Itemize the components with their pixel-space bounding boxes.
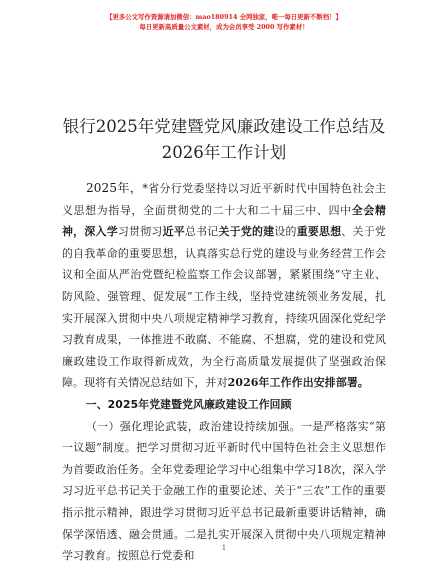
intro-text-g: 设的	[274, 225, 297, 239]
paragraph-intro	[62, 178, 386, 394]
paragraph-section-1-1: （一）强化理论武装，政治建设持续加强。一是严格落实“第一议题”制度。把学习贯彻习近平新时代中国特色社会主义思想作为首要政治任务。全年党委理论学习中心组集中学习18次，深入学习习近平总书记关于金融工作的重要论述、关于“三农”工作的重要指示批示精神，跟进学习贯彻习近平总书记最新重要讲话精神，确保学深悟透、融会贯通。二是扎实开展深入贯彻中央八项规定精神学习教育。按照总行党委和	[62, 419, 386, 563]
intro-text-d: 近平	[162, 225, 185, 239]
intro-text-b: 全会精神，深入学	[62, 203, 386, 239]
intro-year: 2025年，	[85, 181, 143, 195]
intro-text-e: 总书记	[184, 225, 219, 239]
page-number: 1	[221, 544, 227, 552]
intro-text-f: 关于党的建	[218, 225, 275, 239]
banner-line-1: 【更多公文写作资源请加微信：mao180914 全网独家，唯一每日更新不断档！】	[106, 13, 342, 21]
document-body	[62, 178, 386, 567]
intro-text-a: *省分行党委坚持以习近平新时代中国特色社会主义思想为指导，全面贯彻党的二十大和二十届三中、四中	[62, 182, 386, 217]
intro-text-i: 、关于党的自我革命的重要思想，认真落实总行党的建设与业务经营工作会议和全面从严治党暨纪检监察工作会议部署，紧紧围绕“守主业、防风险、强管理、促发展”工作主线，坚持党建统领业务发展，扎实开展深入贯彻中央八项规定精神学习教育，持续巩固深化党纪学习教育成果，一体推进不敢腐、不能腐、不想腐，党的建设和党风廉政建设工作取得新成效，为全行高质量发展提供了坚强政治保障。现将有关情况总结如下，并对	[62, 225, 386, 390]
intro-text-h: 重要思想	[296, 225, 342, 239]
document-title-line-1: 银行2025年党建暨党风廉政建设工作总结及	[62, 117, 386, 136]
section-heading-1: 一、2025年党建暨党风廉政建设工作回顾	[85, 397, 292, 411]
banner-line-2: 每日更新高质量公文素材，成为会员享受 2000 写作素材！	[139, 23, 309, 31]
intro-text-c: 习贯彻习	[117, 225, 163, 239]
document-title-line-2: 2026年工作计划	[161, 143, 287, 162]
intro-text-j: 2026年工作作出安排部署。	[227, 376, 369, 390]
promo-banner	[0, 12, 448, 32]
